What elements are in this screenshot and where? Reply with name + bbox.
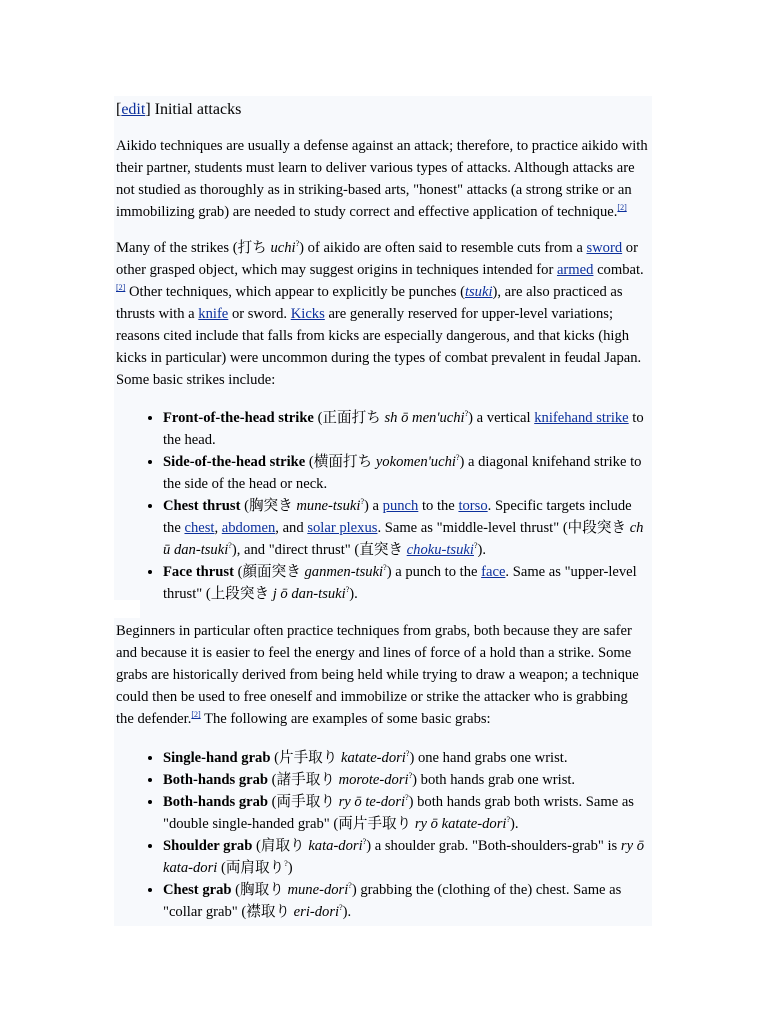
- link-torso[interactable]: torso: [458, 498, 488, 514]
- term-label: Shoulder grab: [163, 838, 253, 854]
- text-run: ).: [510, 816, 519, 832]
- citation-link[interactable]: [2]: [617, 203, 627, 212]
- text-run: ) of aikido are often said to resemble cuts from a: [299, 240, 587, 256]
- text-run: (胸取り: [231, 882, 288, 898]
- text-run: , and: [275, 520, 308, 536]
- romaji: ry ō te-dori: [338, 794, 406, 810]
- pronunciation-mark[interactable]: ?: [506, 815, 511, 824]
- text-run: (顔面突き: [233, 564, 305, 580]
- paragraph-intro-text: Aikido techniques are usually a defense against an attack; therefore, to practice aikido with their partner, students must learn to deliver various types of attacks. Although attacks are not studied as thoroughly as in striking-based arts, "honest" attacks (a strong strike or an immobilizing grab) are needed to study correct and effective application of technique.: [116, 138, 648, 220]
- pronunciation-mark[interactable]: ?: [408, 771, 413, 780]
- citation-link[interactable]: [2]: [116, 283, 126, 292]
- list-item-face-thrust: [163, 561, 648, 605]
- text-run: or other grasped object, which may suggest origins in techniques intended for: [116, 240, 638, 278]
- text-run: (正面打ち: [313, 410, 385, 426]
- term-label: Face thrust: [163, 564, 234, 580]
- text-run: to the: [418, 498, 459, 514]
- pronunciation-mark[interactable]: ?: [383, 563, 387, 572]
- edit-bracket-open: [: [116, 101, 122, 118]
- text-run: (両手取り: [268, 794, 339, 810]
- section-heading: [116, 96, 648, 121]
- text-run: ): [287, 860, 293, 876]
- pronunciation-mark[interactable]: ?: [464, 409, 469, 418]
- link-sword[interactable]: sword: [586, 240, 623, 256]
- edit-link[interactable]: edit: [121, 101, 146, 118]
- text-run: ), and "direct thrust" (直突き: [231, 542, 407, 558]
- list-item-both-hands-grab-one: [163, 769, 648, 791]
- text-run: ) a punch to the: [386, 564, 482, 580]
- text-run: . Same as "upper-level thrust" (上段突き: [163, 564, 637, 602]
- section-title: Initial attacks: [154, 101, 242, 118]
- pronunciation-mark[interactable]: ?: [360, 497, 364, 506]
- text-run: (肩取り: [252, 838, 309, 854]
- link-knife[interactable]: knife: [198, 306, 229, 322]
- romaji: mune-dori: [287, 882, 349, 898]
- text-run: or sword.: [228, 306, 291, 322]
- romaji: ry ō katate-dori: [414, 816, 507, 832]
- text-run: ) grabbing the (clothing of the) chest. Same as "collar grab" (襟取り: [163, 882, 622, 920]
- text-run: . Specific targets include the: [163, 498, 632, 536]
- list-item-single-hand-grab: [163, 747, 648, 769]
- romaji: ch ū dan-tsuki: [163, 520, 644, 558]
- text-run: ) a diagonal knifehand strike to the side of the head or neck.: [163, 454, 642, 492]
- text-run: ) one hand grabs one wrist.: [409, 750, 568, 766]
- text-run: . Same as "middle-level thrust" (中段突き: [377, 520, 630, 536]
- text-run: ).: [477, 542, 487, 558]
- citation-ref: [116, 283, 125, 292]
- term-label: Front-of-the-head strike: [163, 410, 314, 426]
- link-armed[interactable]: armed: [556, 262, 594, 278]
- text-run: (片手取り: [270, 750, 342, 766]
- list-item-shoulder-grab: [163, 835, 648, 879]
- pronunciation-mark[interactable]: ?: [473, 541, 478, 550]
- link-knifehand-strike[interactable]: knifehand strike: [534, 410, 629, 426]
- text-run: Other techniques, which appear to explicitly be punches (: [125, 284, 465, 300]
- romaji: katate-dori: [341, 750, 406, 766]
- text-run: ).: [342, 904, 352, 920]
- text-run: Many of the strikes (打ち: [116, 240, 271, 256]
- romaji: eri-dori: [293, 904, 340, 920]
- article-section: [116, 96, 648, 923]
- pronunciation-mark[interactable]: ?: [345, 585, 350, 594]
- link-abdomen[interactable]: abdomen: [221, 520, 276, 536]
- text-run: ) a vertical: [468, 410, 535, 426]
- romaji: yokomen'uchi: [375, 454, 456, 470]
- term-label: Chest thrust: [163, 498, 241, 514]
- text-run: are generally reserved for upper-level variations; reasons cited include that falls from kicks are especially dangerous, and that kicks (high kicks in particular) were uncommon during the types of combat prevalent in feudal Japan. Some basic strikes include:: [116, 306, 642, 388]
- romaji: kata-dori: [308, 838, 363, 854]
- link-kicks[interactable]: Kicks: [290, 306, 325, 322]
- romaji: morote-dori: [338, 772, 409, 788]
- romaji: ry ō kata-dori: [163, 838, 644, 876]
- pronunciation-mark[interactable]: ?: [295, 239, 300, 248]
- term-label: Side-of-the-head strike: [163, 454, 306, 470]
- text-run: ) a shoulder grab. "Both-shoulders-grab" is: [366, 838, 621, 854]
- list-item-chest-thrust: [163, 495, 648, 561]
- pronunciation-mark[interactable]: ?: [228, 541, 232, 550]
- romaji: j ō dan-tsuki: [272, 586, 346, 602]
- text-run: (両肩取り: [217, 860, 285, 876]
- text-run: ) a: [364, 498, 383, 514]
- list-item-chest-grab: [163, 879, 648, 923]
- paragraph-grabs: [116, 620, 648, 730]
- text-run: ).: [349, 586, 358, 602]
- text-run: (横面打ち: [305, 454, 376, 470]
- romaji-uchi: uchi: [270, 240, 296, 256]
- text-run: ) both hands grab one wrist.: [412, 772, 576, 788]
- link-tsuki[interactable]: tsuki: [464, 284, 493, 300]
- list-item-side-strike: [163, 451, 648, 495]
- link-solar-plexus[interactable]: solar plexus: [307, 520, 378, 536]
- term-label: Both-hands grab: [163, 794, 269, 810]
- text-run: The following are examples of some basic grabs:: [200, 711, 491, 727]
- link-choku-tsuki[interactable]: choku-tsuki: [406, 542, 474, 558]
- text-run: ,: [214, 520, 222, 536]
- pronunciation-mark[interactable]: ?: [284, 859, 288, 868]
- pronunciation-mark[interactable]: ?: [455, 453, 460, 462]
- strikes-list: [116, 407, 648, 605]
- edit-bracket-close: ]: [145, 101, 151, 118]
- pronunciation-mark[interactable]: ?: [339, 903, 343, 912]
- text-run: (胸突き: [240, 498, 297, 514]
- text-run: (諸手取り: [268, 772, 339, 788]
- pronunciation-mark[interactable]: ?: [362, 837, 367, 846]
- term-label: Both-hands grab: [163, 772, 269, 788]
- text-run: ) both hands grab both wrists. Same as "double single-handed grab" (両片手取り: [163, 794, 634, 832]
- link-face[interactable]: face: [481, 564, 506, 580]
- term-label: Chest grab: [163, 882, 232, 898]
- pronunciation-mark[interactable]: ?: [348, 881, 352, 890]
- grabs-list: [116, 747, 648, 923]
- citation-ref: [617, 203, 626, 212]
- text-run: to the head.: [163, 410, 644, 448]
- pronunciation-mark[interactable]: ?: [405, 749, 410, 758]
- pronunciation-mark[interactable]: ?: [405, 793, 409, 802]
- link-punch[interactable]: punch: [382, 498, 419, 514]
- citation-ref: [191, 710, 200, 719]
- text-run: ), are also practiced as thrusts with a: [116, 284, 623, 322]
- paragraph-strikes: [116, 237, 648, 391]
- romaji: sh ō men'uchi: [384, 410, 465, 426]
- citation-link[interactable]: [2]: [191, 710, 201, 719]
- paragraph-grabs-text: Beginners in particular often practice techniques from grabs, both because they are safer and because it is easier to feel the energy and lines of force of a hold than a strike. Some grabs are historically derived from being held while trying to draw a weapon; a technique could then be used to free oneself and immobilize or strike the attacker who is grabbing the defender.: [116, 623, 639, 727]
- romaji: ganmen-tsuki: [304, 564, 384, 580]
- link-chest[interactable]: chest: [184, 520, 215, 536]
- list-item-both-hands-grab-both: [163, 791, 648, 835]
- text-run: combat.: [593, 262, 644, 278]
- term-label: Single-hand grab: [163, 750, 271, 766]
- romaji: mune-tsuki: [296, 498, 361, 514]
- list-item-front-strike: [163, 407, 648, 451]
- paragraph-intro: [116, 135, 648, 223]
